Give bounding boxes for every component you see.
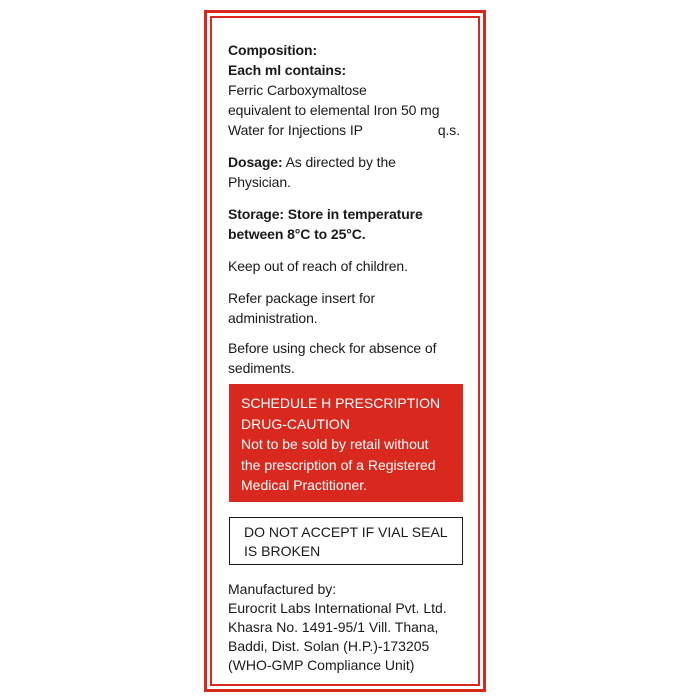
caution-line-1: SCHEDULE H PRESCRIPTION xyxy=(241,395,441,411)
water-qty: q.s. xyxy=(437,122,460,138)
manufacturer-line-1: Manufactured by: xyxy=(228,581,337,597)
dosage-label: Dosage: xyxy=(228,154,283,170)
storage-line-1: Storage: Store in temperature xyxy=(228,206,423,222)
manufacturer-line-2: Eurocrit Labs International Pvt. Ltd. xyxy=(228,600,447,616)
sediments-line-2: sediments. xyxy=(228,360,295,376)
refer-line-1: Refer package insert for xyxy=(228,290,376,306)
storage-line-2: between 8°C to 25°C. xyxy=(228,226,366,242)
water-label: Water for Injections IP xyxy=(228,122,363,138)
vial-seal-warning-box xyxy=(229,517,463,565)
seal-warning-line-2: IS BROKEN xyxy=(244,543,321,559)
manufacturer-line-5: (WHO-GMP Compliance Unit) xyxy=(228,657,415,673)
schedule-h-caution-box xyxy=(229,384,463,502)
manufacturer-line-4: Baddi, Dist. Solan (H.P.)-173205 xyxy=(228,638,430,654)
manufacturer-line-3: Khasra No. 1491-95/1 Vill. Thana, xyxy=(228,619,439,635)
dosage-line-1 xyxy=(228,152,468,172)
composition-subheading: Each ml contains: xyxy=(228,62,347,78)
caution-line-5: Medical Practitioner. xyxy=(241,477,368,493)
dosage-text-2: Physician. xyxy=(228,174,291,190)
composition-line-1: Ferric Carboxymaltose xyxy=(228,82,367,98)
composition-water-row xyxy=(228,120,460,140)
composition-line-2: equivalent to elemental Iron 50 mg xyxy=(228,102,440,118)
seal-warning-line-1: DO NOT ACCEPT IF VIAL SEAL xyxy=(244,524,448,540)
caution-line-4: the prescription of a Registered xyxy=(241,456,436,473)
dosage-text-1: As directed by the xyxy=(282,154,396,170)
sediments-line-1: Before using check for absence of xyxy=(228,340,437,356)
keep-out-text: Keep out of reach of children. xyxy=(228,258,408,274)
label-content xyxy=(228,40,468,378)
caution-line-3: Not to be sold by retail without xyxy=(241,436,429,452)
manufacturer-block xyxy=(228,580,468,675)
composition-heading: Composition: xyxy=(228,42,318,58)
caution-line-2: DRUG-CAUTION xyxy=(241,415,350,432)
refer-line-2: administration. xyxy=(228,310,318,326)
